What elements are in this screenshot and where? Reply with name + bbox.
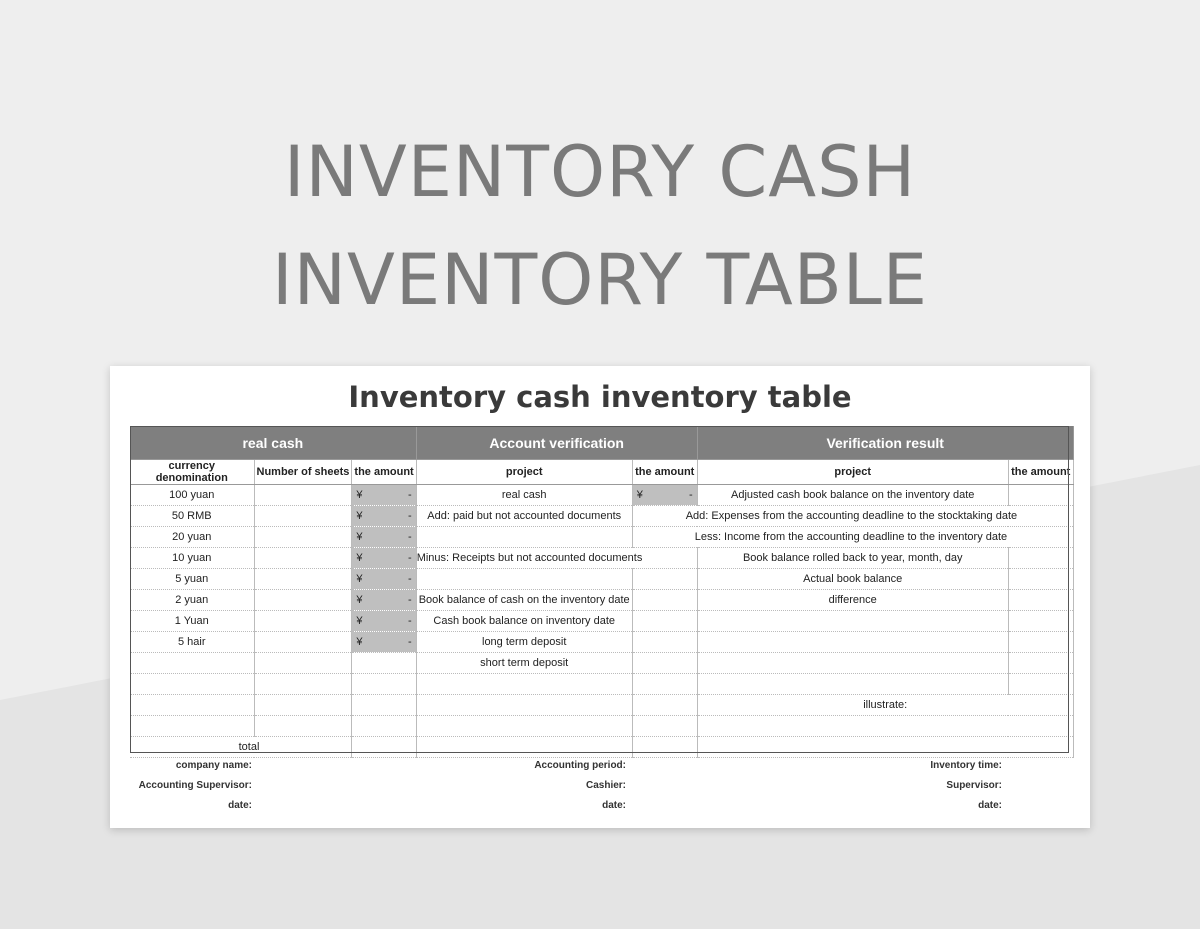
account-amount-cell[interactable] xyxy=(632,737,697,758)
account-project-cell[interactable] xyxy=(416,527,632,548)
section-account-verification: Account verification xyxy=(416,426,697,460)
amount-cell[interactable]: ¥ - xyxy=(352,569,416,590)
accounting-supervisor-label: Accounting Supervisor: xyxy=(138,780,252,791)
sheets-cell[interactable] xyxy=(254,695,352,716)
supervisor-label: Supervisor: xyxy=(946,780,1002,791)
sheets-cell[interactable] xyxy=(254,548,352,569)
account-project-cell[interactable] xyxy=(416,569,632,590)
card-title: Inventory cash inventory table xyxy=(348,380,852,414)
verification-project-cell[interactable] xyxy=(697,653,1008,674)
verification-project-cell[interactable] xyxy=(697,611,1008,632)
amount-cell[interactable]: ¥ - xyxy=(352,590,416,611)
account-project-cell[interactable]: real cash xyxy=(416,485,632,506)
date-label-3: date: xyxy=(978,800,1002,811)
denomination-cell[interactable] xyxy=(130,653,254,674)
account-amount-cell[interactable] xyxy=(632,632,697,653)
verification-amount-cell[interactable] xyxy=(1008,590,1073,611)
illustrate-label: illustrate: xyxy=(697,695,1073,716)
amount-cell[interactable]: ¥ - xyxy=(352,632,416,653)
account-amount-cell[interactable] xyxy=(632,611,697,632)
table-row xyxy=(130,590,1073,611)
account-amount-cell[interactable] xyxy=(632,653,697,674)
verification-amount-cell[interactable] xyxy=(1008,632,1073,653)
sheets-cell[interactable] xyxy=(254,485,352,506)
verification-project-cell[interactable] xyxy=(697,632,1008,653)
verification-amount-cell[interactable] xyxy=(1008,611,1073,632)
denomination-cell[interactable] xyxy=(130,716,254,737)
account-amount-cell[interactable] xyxy=(632,695,697,716)
spreadsheet-card xyxy=(110,366,1090,828)
table-row xyxy=(130,527,1073,548)
table-row xyxy=(130,632,1073,653)
account-amount-cell[interactable]: ¥ - xyxy=(632,485,697,506)
account-project-cell[interactable]: Cash book balance on inventory date xyxy=(416,611,632,632)
accounting-period-label: Accounting period: xyxy=(534,760,626,771)
denomination-cell[interactable] xyxy=(130,695,254,716)
account-project-cell[interactable] xyxy=(416,737,632,758)
account-project-cell[interactable]: Minus: Receipts but not accounted documents xyxy=(416,548,697,569)
verification-project-cell[interactable]: difference xyxy=(697,590,1008,611)
sheets-cell[interactable] xyxy=(254,611,352,632)
verification-amount-cell[interactable] xyxy=(1008,674,1073,695)
table-row xyxy=(130,611,1073,632)
sheets-cell[interactable] xyxy=(254,569,352,590)
table-row xyxy=(130,548,1073,569)
verification-project-cell[interactable]: Actual book balance xyxy=(697,569,1008,590)
denomination-cell[interactable]: 5 yuan xyxy=(130,569,254,590)
headline-line-1: INVENTORY CASH xyxy=(283,131,917,213)
account-amount-cell[interactable] xyxy=(632,716,697,737)
verification-project-cell[interactable] xyxy=(697,674,1008,695)
account-amount-cell[interactable] xyxy=(632,569,697,590)
table-row xyxy=(130,716,1073,737)
table-row xyxy=(130,569,1073,590)
col-amount-3: the amount xyxy=(1008,460,1073,485)
total-amount-cell[interactable] xyxy=(352,737,416,758)
sheets-cell[interactable] xyxy=(254,527,352,548)
illustrate-cell[interactable] xyxy=(697,737,1073,758)
col-amount-2: the amount xyxy=(632,460,697,485)
verification-project-cell[interactable]: Add: Expenses from the accounting deadline to the stocktaking date xyxy=(632,506,1073,527)
sheets-cell[interactable] xyxy=(254,632,352,653)
denomination-cell[interactable]: 5 hair xyxy=(130,632,254,653)
verification-amount-cell[interactable] xyxy=(1008,548,1073,569)
verification-amount-cell[interactable] xyxy=(1008,569,1073,590)
total-label: total xyxy=(130,737,352,758)
date-label-1: date: xyxy=(228,800,252,811)
verification-amount-cell[interactable] xyxy=(1008,485,1073,506)
denomination-cell[interactable]: 50 RMB xyxy=(130,506,254,527)
denomination-cell[interactable]: 20 yuan xyxy=(130,527,254,548)
table-row xyxy=(130,695,1073,716)
account-project-cell[interactable] xyxy=(416,695,632,716)
table-row xyxy=(130,653,1073,674)
denomination-cell[interactable]: 1 Yuan xyxy=(130,611,254,632)
verification-project-cell[interactable]: Less: Income from the accounting deadline to the inventory date xyxy=(632,527,1073,548)
cashier-label: Cashier: xyxy=(585,780,626,791)
amount-cell[interactable]: ¥ - xyxy=(352,611,416,632)
col-project-2: project xyxy=(697,460,1008,485)
amount-cell[interactable]: ¥ - xyxy=(352,527,416,548)
sheets-cell[interactable] xyxy=(254,653,352,674)
col-number-of-sheets: Number of sheets xyxy=(254,460,352,485)
table-row xyxy=(130,674,1073,695)
verification-amount-cell[interactable] xyxy=(1008,653,1073,674)
inventory-table xyxy=(130,426,1074,758)
amount-cell[interactable] xyxy=(352,695,416,716)
denomination-cell[interactable]: 100 yuan xyxy=(130,485,254,506)
sheets-cell[interactable] xyxy=(254,674,352,695)
section-header-row xyxy=(130,426,1073,460)
denomination-cell[interactable]: 2 yuan xyxy=(130,590,254,611)
sheets-cell[interactable] xyxy=(254,716,352,737)
col-currency-denomination: currency denomination xyxy=(130,460,254,485)
account-amount-cell[interactable] xyxy=(632,674,697,695)
section-real-cash: real cash xyxy=(130,426,416,460)
account-amount-cell[interactable] xyxy=(632,590,697,611)
verification-project-cell[interactable]: Adjusted cash book balance on the inventory date xyxy=(697,485,1008,506)
amount-cell[interactable]: ¥ - xyxy=(352,506,416,527)
sheets-cell[interactable] xyxy=(254,506,352,527)
account-project-cell[interactable] xyxy=(416,716,632,737)
account-project-cell[interactable]: short term deposit xyxy=(416,653,632,674)
illustrate-cell[interactable] xyxy=(697,716,1073,737)
headline xyxy=(0,118,1200,334)
denomination-cell[interactable] xyxy=(130,674,254,695)
total-row xyxy=(130,737,1073,758)
account-project-cell[interactable] xyxy=(416,674,632,695)
amount-cell[interactable]: ¥ - xyxy=(352,548,416,569)
denomination-cell[interactable]: 10 yuan xyxy=(130,548,254,569)
table-row xyxy=(130,506,1073,527)
table-row xyxy=(130,485,1073,506)
company-name-label: company name: xyxy=(175,760,252,771)
col-project-1: project xyxy=(416,460,632,485)
verification-project-cell[interactable]: Book balance rolled back to year, month, day xyxy=(697,548,1008,569)
account-project-cell[interactable]: Add: paid but not accounted documents xyxy=(416,506,632,527)
amount-cell[interactable]: ¥ - xyxy=(352,485,416,506)
inventory-time-label: Inventory time: xyxy=(930,760,1002,771)
section-verification-result: Verification result xyxy=(697,426,1073,460)
amount-cell[interactable] xyxy=(352,674,416,695)
account-project-cell[interactable]: long term deposit xyxy=(416,632,632,653)
column-header-row xyxy=(130,460,1073,485)
amount-cell[interactable] xyxy=(352,653,416,674)
date-label-2: date: xyxy=(602,800,626,811)
amount-cell[interactable] xyxy=(352,716,416,737)
headline-line-2: INVENTORY TABLE xyxy=(272,239,928,321)
col-amount-1: the amount xyxy=(352,460,416,485)
account-project-cell[interactable]: Book balance of cash on the inventory date xyxy=(416,590,632,611)
sheets-cell[interactable] xyxy=(254,590,352,611)
